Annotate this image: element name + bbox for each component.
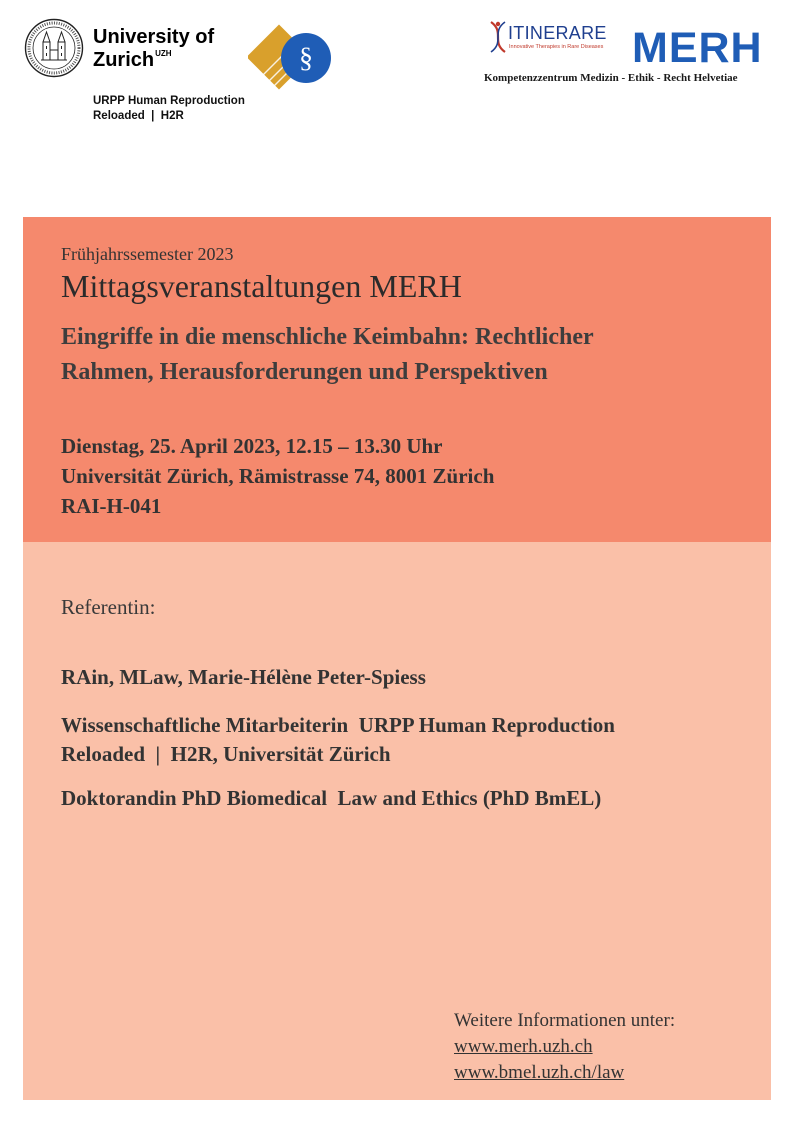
paragraph-logo-icon <box>248 24 336 96</box>
event-subtitle-line1: Eingriffe in die menschliche Keimbahn: Rechtlicher <box>61 324 594 350</box>
urpp-line1: URPP Human Reproduction <box>93 95 245 107</box>
university-name-line1: University of <box>93 26 215 48</box>
university-name-line2: Zurich <box>93 49 155 71</box>
semester-label: Frühjahrssemester 2023 <box>61 244 234 264</box>
event-subtitle-line2: Rahmen, Herausforderungen und Perspektiven <box>61 359 548 385</box>
more-info-label: Weitere Informationen unter: <box>454 1010 676 1031</box>
speaker-doctorate: Doktorandin PhD Biomedical Law and Ethics (PhD BmEL) <box>61 786 602 810</box>
event-details <box>61 431 494 521</box>
uzh-seal-icon <box>24 18 84 78</box>
event-subtitle <box>61 320 751 390</box>
urpp-line2: Reloaded | H2R <box>93 110 184 122</box>
event-location: Universität Zürich, Rämistrasse 74, 8001 Zürich <box>61 464 495 488</box>
event-date-time: Dienstag, 25. April 2023, 12.15 – 13.30 Uhr <box>61 434 443 458</box>
merh-logo: MERH <box>632 24 763 72</box>
university-name <box>93 26 214 75</box>
event-title: Mittagsveranstaltungen MERH <box>61 268 462 304</box>
itinerare-logo <box>485 20 630 62</box>
speaker-role-line1: Wissenschaftliche Mitarbeiterin URPP Human Reproduction <box>61 713 615 737</box>
itinerare-tagline: Innovative Therapies in Rare Diseases <box>509 44 604 50</box>
merh-website-link[interactable]: www.merh.uzh.ch <box>454 1036 593 1057</box>
urpp-label <box>93 94 245 124</box>
itinerare-name: ITINERARE <box>508 23 607 43</box>
speaker-name: RAin, MLaw, Marie-Hélène Peter-Spiess <box>61 665 426 689</box>
speaker-label: Referentin: <box>61 595 156 619</box>
svg-text:§: § <box>299 43 313 74</box>
university-abbrev: UZH <box>155 49 172 58</box>
speaker-role-line2: Reloaded | H2R, Universität Zürich <box>61 742 391 766</box>
more-info <box>454 1008 675 1086</box>
speaker-role <box>61 711 761 769</box>
bmel-website-link[interactable]: www.bmel.uzh.ch/law <box>454 1062 625 1083</box>
event-room: RAI-H-041 <box>61 494 162 518</box>
dna-helix-icon <box>487 20 509 60</box>
merh-subtitle: Kompetenzzentrum Medizin - Ethik - Recht Helvetiae <box>484 72 738 84</box>
